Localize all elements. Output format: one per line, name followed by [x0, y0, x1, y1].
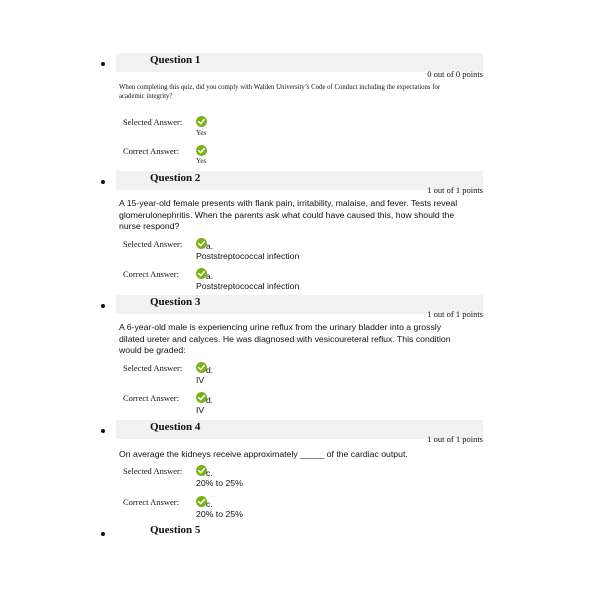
bullet-icon [101, 304, 105, 308]
question-points: 1 out of 1 points [427, 434, 483, 444]
bullet-icon [101, 180, 105, 184]
question-title: Question 1 [150, 54, 201, 66]
correct-answer-label: Correct Answer: [123, 497, 179, 507]
correct-answer-label: Correct Answer: [123, 146, 179, 156]
question-text: On average the kidneys receive approximately _____ of the cardiac output. [119, 449, 408, 459]
question-text: A 15-year-old female presents with flank pain, irritability, malaise, and fever. Tests reveal glomerulonephritis. When the parents ask what could have caused this, how should the nurse respond? [119, 198, 458, 231]
selected-answer-value: 20% to 25% [196, 478, 243, 488]
correct-answer-value: 20% to 25% [196, 509, 243, 519]
bullet-icon [101, 532, 105, 536]
selected-answer-value: Poststreptococcal infection [196, 251, 300, 261]
answer-letter: a. [206, 241, 214, 251]
bullet-icon [101, 62, 105, 66]
question-text: When completing this quiz, did you comply with Walden University’s Code of Conduct including the expectations for academic integrity? [119, 84, 441, 100]
bullet-icon [101, 429, 105, 433]
question-points: 0 out of 0 points [427, 69, 483, 79]
selected-answer-label: Selected Answer: [123, 117, 183, 127]
question-points: 1 out of 1 points [427, 309, 483, 319]
correct-answer-label: Correct Answer: [123, 393, 179, 403]
question-title: Question 2 [150, 172, 201, 184]
check-circle-icon [196, 145, 207, 156]
selected-answer-label: Selected Answer: [123, 466, 183, 476]
question-header [116, 523, 483, 542]
selected-answer-label: Selected Answer: [123, 239, 183, 249]
answer-letter: c. [206, 499, 213, 509]
selected-answer-value: Yes [196, 129, 207, 137]
correct-answer-value: Poststreptococcal infection [196, 281, 300, 291]
question-title: Question 5 [150, 524, 201, 536]
question-title: Question 4 [150, 421, 201, 433]
answer-letter: a. [206, 271, 214, 281]
selected-answer-value: IV [196, 375, 205, 385]
question-text: A 6-year-old male is experiencing urine reflux from the urinary bladder into a grossly dilated ureter and calyces. He was diagnosed with vesicoureteral reflux. This condition would be graded: [119, 322, 451, 355]
answer-letter: d. [206, 365, 214, 375]
answer-letter: d. [206, 395, 214, 405]
answer-letter: c. [206, 468, 213, 478]
correct-answer-value: IV [196, 405, 205, 415]
question-title: Question 3 [150, 296, 201, 308]
question-points: 1 out of 1 points [427, 185, 483, 195]
check-circle-icon [196, 116, 207, 127]
selected-answer-label: Selected Answer: [123, 363, 183, 373]
correct-answer-value: Yes [196, 157, 207, 165]
correct-answer-label: Correct Answer: [123, 269, 179, 279]
